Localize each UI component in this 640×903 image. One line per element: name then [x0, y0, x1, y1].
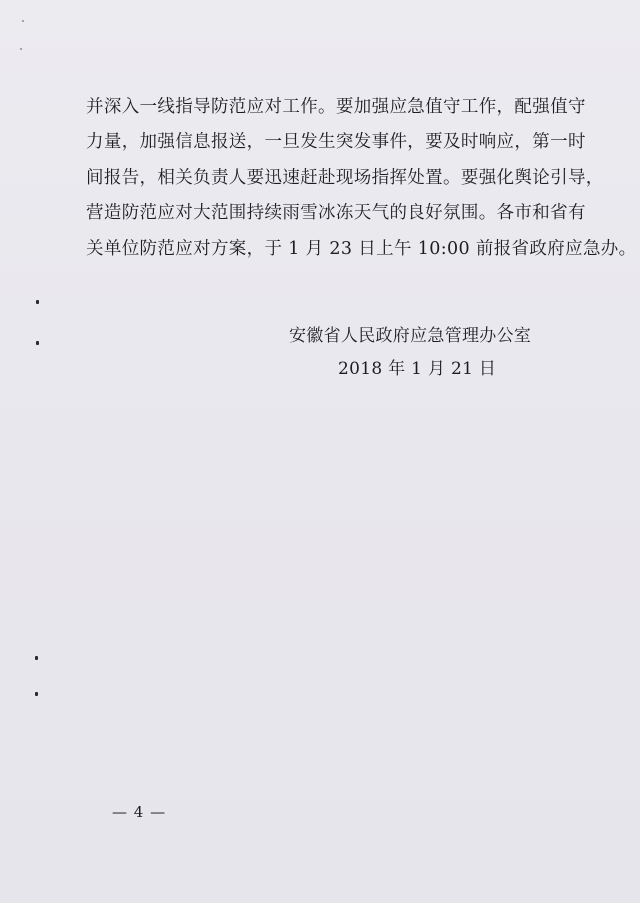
body-line: 营造防范应对大范围持续雨雪冰冻天气的良好氛围。各市和省有: [86, 203, 586, 224]
binding-hole-mark: [36, 341, 39, 345]
signature-organization: 安徽省人民政府应急管理办公室: [289, 326, 532, 346]
binding-hole-mark: [36, 300, 39, 304]
body-paragraph: [86, 90, 637, 267]
signature-date: 2018 年 1 月 21 日: [338, 359, 497, 379]
body-line: 力量，加强信息报送，一旦发生突发事件，要及时响应，第一时: [86, 132, 586, 153]
binding-hole-mark: [35, 692, 38, 696]
binding-hole-mark: [35, 656, 38, 660]
page-number: — 4 —: [112, 803, 167, 821]
body-line: 关单位防范应对方案，于 1 月 23 日上午 10:00 前报省政府应急办。: [86, 238, 637, 259]
body-line: 并深入一线指导防范应对工作。要加强应急值守工作，配强值守: [86, 97, 586, 117]
scan-speck: [22, 20, 24, 22]
scan-speck: [20, 48, 22, 50]
body-line: 间报告，相关负责人要迅速赶赴现场指挥处置。要强化舆论引导，: [86, 167, 604, 188]
